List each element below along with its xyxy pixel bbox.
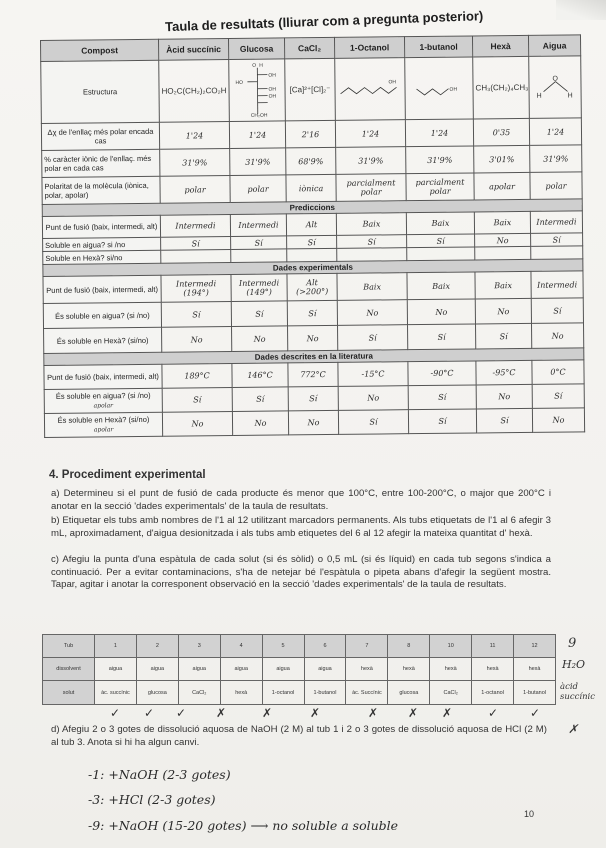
cell-value: No [288,410,338,435]
cell-value: 31'9% [406,146,474,174]
cell-value: No [476,384,532,409]
cell-value: Intermedi [160,215,230,238]
tube-number: 5 [262,635,304,658]
tube-solvent: hexà [430,658,472,681]
tube-solute-row [43,681,556,705]
section-experimentals: Dades experimentals [43,259,583,277]
cell-value: Intermedi (149°) [231,274,287,302]
cell-value: Sí [232,387,288,412]
tube-solute: CaCl₂ [430,681,472,705]
cell-value: parcialment polar [406,173,474,201]
tube-solute: CaCl₂ [178,681,220,705]
cell-value: 2'16 [285,120,335,148]
cell-value: 31'9% [336,147,406,175]
handwritten-note: -3: +HCl (2-3 gotes) [88,792,216,807]
cell-value: Sí [337,235,407,249]
svg-text:O: O [251,62,256,69]
tube-solvent-row [43,658,556,681]
header-cell: Compost [41,39,159,61]
cell-value: Sí [338,410,408,435]
cell-value: Baix [475,271,531,299]
cell-value: No [531,323,583,349]
cell-value: polar [230,175,286,203]
cell-value: 1'24 [335,120,405,148]
row-label: Soluble en Hexà? si/no [43,250,161,264]
margin-note: apolar [93,402,114,410]
results-table [40,34,585,438]
cell-value [337,248,407,262]
structure-cacl2: [Ca]²⁺[Cl]₂⁻ [285,58,336,121]
side-note: ✗ [568,722,579,736]
cell-value: -95°C [476,360,532,385]
tube-solute: 1-octanol [472,681,514,705]
cell-value: iònica [286,174,336,202]
row-label: % caràcter iònic de l'enllaç. més polar en cada cas [42,149,160,177]
cell-value: 3'01% [474,145,530,173]
tube-solute: 1-butanol [514,681,556,705]
butanol-zigzag [408,72,470,103]
side-note: àcid succínic [560,682,596,702]
tube-solute: glucosa [388,681,430,705]
cell-value: 772°C [288,362,338,387]
cell-value: No [162,327,232,353]
cell-value: Sí [231,236,287,250]
page-corner [556,0,606,20]
tube-solvent: aigua [95,658,137,681]
structure-butanol [405,57,474,120]
cell-value: -15°C [338,362,408,387]
cell-value: apolar [474,172,530,200]
water-oxygen: O [551,75,558,83]
check-icon: ✓ [488,706,499,720]
cell-value: 1'24 [229,121,285,149]
cell-value: No [475,298,531,324]
row-label [44,412,162,437]
tube-solvent: aigua [220,658,262,681]
cell-value: Sí [408,324,476,350]
cell-value: -90°C [408,361,476,386]
cell-value: Sí [338,325,408,351]
cell-value: Sí [231,301,287,327]
svg-text:CH₂OH: CH₂OH [250,112,268,118]
cell-value: 31'9% [230,148,286,176]
header-cell: Aigua [528,35,580,57]
tube-number: 12 [514,635,556,658]
cell-value [231,249,287,263]
row-label: Soluble en aigua? si /no [43,237,161,251]
cell-value: No [532,408,584,433]
tube-solvent: hexà [472,658,514,681]
svg-text:OH: OH [268,93,276,100]
cell-value [407,247,475,261]
header-cell: Glucosa [228,38,284,60]
cell-value: 1'24 [159,122,229,150]
tube-solute: àc. Succínic [346,681,388,705]
tube-number: 7 [346,635,388,658]
cell-value: Baix [407,272,475,300]
tube-number: 11 [472,635,514,658]
cell-value: No [232,411,288,436]
tube-solvent: aigua [136,658,178,681]
cell-value: Sí [531,298,583,324]
cell-value: Alt [286,213,336,236]
cell-value: Sí [476,408,532,433]
cell-value: No [232,326,288,352]
header-cell: Hexà [472,35,528,57]
tube-solute: glucosa [136,681,178,705]
cell-value: Baix [474,211,530,234]
cell-value: No [288,325,338,351]
cross-icon: ✗ [368,706,379,720]
cell-value: No [338,386,408,411]
cell-value: Intermedi [531,271,583,299]
tube-solvent: hexà [346,658,388,681]
header-cell: Àcid succínic [158,39,228,61]
page-title: Taula de resultats (lliurar com a pregunta posterior) [164,8,484,35]
cross-icon: ✗ [216,706,227,720]
tube-number: 10 [430,635,472,658]
row-label: Tub [43,635,95,658]
cell-value: 146°C [232,363,288,388]
cell-value: Sí [532,384,584,409]
page-number: 10 [524,809,535,819]
tube-number: 4 [220,635,262,658]
row-label: solut [43,681,95,705]
structure-acid: HO₂C(CH₂)₂CO₂H [159,60,230,123]
cell-value: Intermedi (194°) [161,275,231,303]
cell-value: No [162,412,232,437]
cell-value: parcialment polar [336,174,406,202]
side-note: 9 [568,636,577,651]
row-label-text: És soluble en Hexà? (si/no) [57,414,150,425]
tube-solvent: aigua [304,658,346,681]
header-cell: 1-Octanol [334,37,404,59]
tube-number-row [43,635,556,658]
row-label: Δχ de l'enllaç més polar encada cas [41,122,159,150]
tube-solvent: aigua [262,658,304,681]
cell-value [531,246,583,260]
row-label: És soluble en aigua? (si /no) [43,302,161,328]
procedure-step-b: b) Etiquetar els tubs amb nombres de l'1 al 12 utilitzant marcadors permanents. Als tubs etiquetats de l'1 al 6 afegir 3 mL, aproximadament, d'aigua desionitzada i als tubs amb etiquetes del 6 al 12 afegir la mateixa quantitat d' hexà. [51,515,551,539]
tube-solute: 1-octanol [262,681,304,705]
water-h-left: H [536,92,542,100]
cell-value: polar [530,172,582,200]
row-label-text: És soluble en aigua? (si /no) [55,390,151,401]
tube-solvent: hexà [388,658,430,681]
structure-aigua [529,56,582,119]
cell-value: Sí [475,323,531,349]
tube-number: 2 [136,635,178,658]
cross-icon: ✗ [310,706,321,720]
cell-value: Sí [288,386,338,411]
cell-value: 189°C [162,364,232,389]
tube-solvent: hexà [514,658,556,681]
procedure-step-c: c) Afegiu la punta d'una espàtula de cada solut (si és sòlid) o 0,5 mL (si és líquid) en cada tub segons s'indica a continuació. Per a evitar contaminacions, s'ha de netejar bé l'espàtula o pipeta abans d'afegir la següent mostra. Tapar, agitar i anotar la corresponent observació en la secció 'dades experimentals' de la taula de resultats. [51,554,551,590]
cell-value [475,246,531,260]
cell-value: 0°C [532,360,584,385]
svg-text:OH: OH [267,86,276,93]
row-label: Polaritat de la molècula (iònica, polar, apolar) [42,176,160,204]
cell-value: Baix [336,213,406,236]
cross-icon: ✗ [442,706,453,720]
check-icon: ✓ [530,706,541,720]
tube-solute: 1-butanol [304,681,346,705]
cell-value: 1'24 [529,118,581,146]
water-h-right: H [567,91,573,99]
tube-solvent: aigua [178,658,220,681]
cross-icon: ✗ [408,706,419,720]
row-label [44,388,162,413]
cell-value: Sí [531,233,583,247]
cell-value: No [337,300,407,326]
row-label: dissolvent [43,658,95,681]
handwritten-note: -9: +NaOH (15-20 gotes) ⟶ no soluble a soluble [88,818,399,833]
tube-number: 3 [178,635,220,658]
margin-note: apolar [93,426,114,434]
procedure-step-d: d) Afegiu 2 o 3 gotes de dissolució aquosa de NaOH (2 M) al tub 1 i 2 o 3 gotes de dissolució aquosa de HCl (2 M) al tub 3. Anota si hi ha algun canvi. [51,724,547,748]
cell-value: No [407,299,475,325]
svg-text:HO: HO [234,79,243,86]
procedure-title: 4. Procediment experimental [49,469,206,481]
row-label: És soluble en Hexà? (si/no) [44,327,162,353]
cross-icon: ✗ [262,706,273,720]
cell-value: Sí [408,385,476,410]
octanol-oh: OH [387,78,396,85]
cell-value: No [475,233,531,247]
procedure-step-a: a) Determineu si el punt de fusió de cada producte és menor que 100°C, entre 100-200°C, o major que 200°C i anotar en la secció 'dades experimentals' de la taula de resultats. [51,488,551,512]
water-structure [533,69,577,103]
cell-value: Sí [287,300,337,326]
lit-hexane-row [44,408,584,438]
header-cell: CaCl₂ [284,37,334,59]
cell-value: 0'35 [473,118,529,146]
cell-value: Intermedi [230,214,286,237]
butanol-oh: OH [449,86,457,93]
cell-value: polar [160,176,230,204]
tube-number: 1 [95,635,137,658]
check-icon: ✓ [176,706,187,720]
cell-value: Sí [161,302,231,328]
tube-solute: hexà [220,681,262,705]
cell-value: Baix [406,212,474,235]
structure-hexa: CH₃(CH₂)₄CH₃ [473,56,530,119]
cell-value: Intermedi [530,211,582,234]
structure-glucosa [229,59,286,122]
section-prediccions: Prediccions [42,199,582,217]
svg-text:OH: OH [267,72,276,79]
row-label: Estructura [41,60,160,123]
row-label: Punt de fusió (baix, intermedi, alt) [43,275,161,303]
cell-value: Sí [408,409,476,434]
check-icon: ✓ [144,706,155,720]
header-cell: 1-butanol [404,36,472,58]
tube-number: 6 [304,635,346,658]
cell-value: Sí [162,388,232,413]
cell-value: 1'24 [405,119,473,147]
glucose-structure-drawing [232,61,283,118]
cell-value: Sí [161,237,231,251]
handwritten-note: -1: +NaOH (2-3 gotes) [88,767,231,782]
cell-value: 68'9% [286,147,336,175]
cell-value: 31'9% [160,149,230,177]
cell-value: Baix [337,273,407,301]
solubility-marks [110,706,550,724]
row-label: Punt de fusió (baix, intermedi, alt) [42,215,160,238]
cell-value [287,248,337,262]
structure-octanol [335,58,406,121]
tube-solute: àc. succínic [95,681,137,705]
cell-value: Sí [287,235,337,249]
cell-value: Sí [407,234,475,248]
section-literatura: Dades descrites en la literatura [44,348,584,366]
cell-value [161,250,231,264]
tubes-table [42,634,556,705]
structure-row [41,56,582,124]
cell-value: 31'9% [530,145,582,173]
octanol-zigzag [338,73,402,104]
side-note: H₂O [562,658,586,671]
tube-number: 8 [388,635,430,658]
svg-text:H: H [258,62,263,69]
cell-value: Alt (>200°) [287,273,337,301]
check-icon: ✓ [110,706,121,720]
row-label: Punt de fusió (baix, intermedi, alt) [44,364,162,389]
